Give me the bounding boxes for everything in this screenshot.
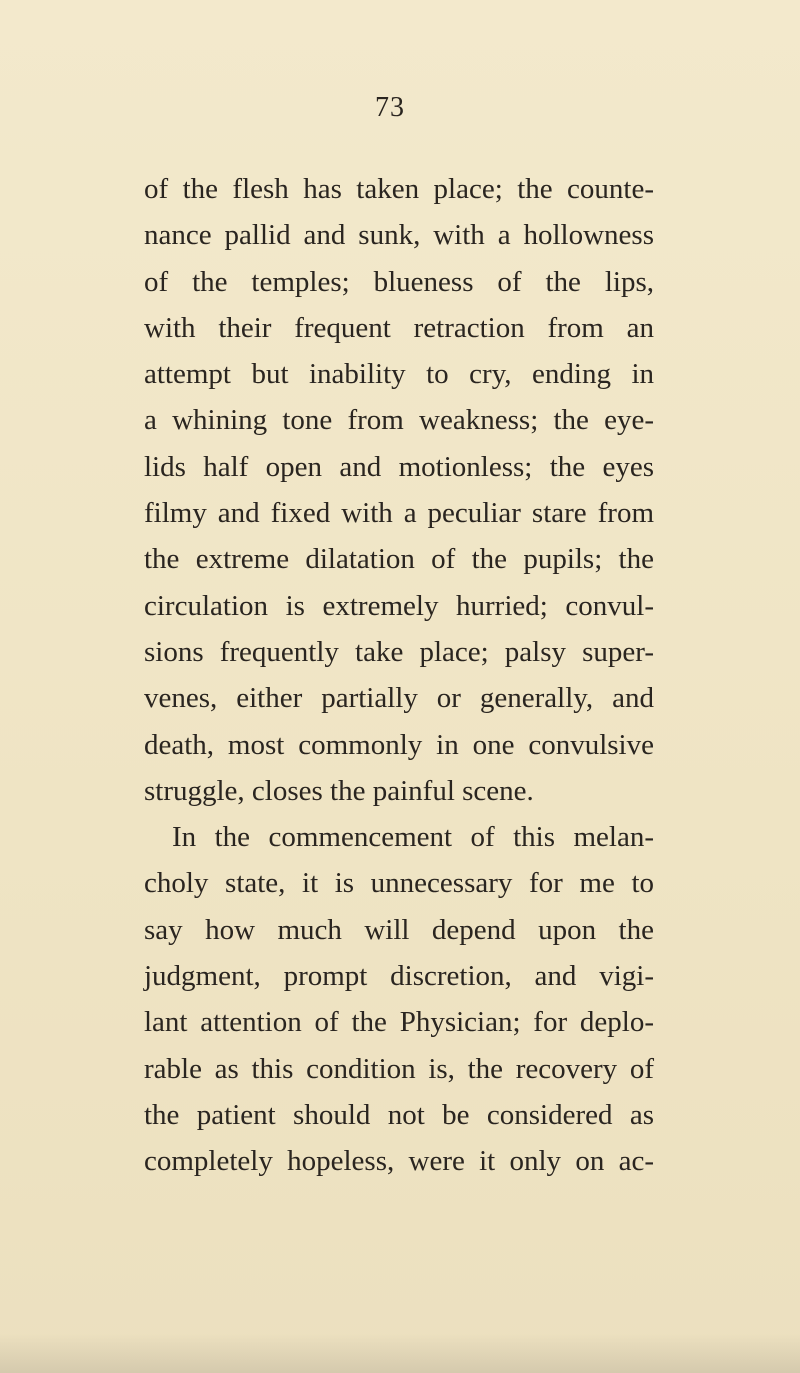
paragraph-end-line: struggle, closes the painful scene. xyxy=(144,774,534,807)
text-line: lant attention of the Physician; for deplo- xyxy=(144,1006,654,1039)
text-line: venes, either partially or generally, and xyxy=(144,682,654,715)
paragraph-start-line: In the commencement of this melan- xyxy=(172,821,654,854)
page-number: 73 xyxy=(375,92,405,123)
text-line: filmy and fixed with a peculiar stare from xyxy=(144,497,654,530)
text-line: choly state, it is unnecessary for me to xyxy=(144,867,654,900)
text-line: sions frequently take place; palsy super- xyxy=(144,635,654,668)
text-line: circulation is extremely hurried; convul- xyxy=(144,589,654,622)
text-line: say how much will depend upon the xyxy=(144,913,654,946)
text-line: rable as this condition is, the recovery of xyxy=(144,1052,654,1085)
text-line: completely hopeless, were it only on ac- xyxy=(144,1145,654,1178)
text-line: of the flesh has taken place; the counte- xyxy=(144,173,654,205)
page-edge-shadow xyxy=(0,1333,800,1373)
text-line: attempt but inability to cry, ending in xyxy=(144,358,654,391)
text-line: with their frequent retraction from an xyxy=(144,311,654,344)
text-line: death, most commonly in one convulsive xyxy=(144,728,654,761)
text-line: the patient should not be considered as xyxy=(144,1098,654,1131)
body-text xyxy=(144,166,654,1185)
text-line: judgment, prompt discretion, and vigi- xyxy=(144,960,654,993)
text-line: nance pallid and sunk, with a hollowness xyxy=(144,219,654,252)
text-line: lids half open and motionless; the eyes xyxy=(144,450,654,483)
text-line: the extreme dilatation of the pupils; the xyxy=(144,543,654,576)
text-line: a whining tone from weakness; the eye- xyxy=(144,404,654,437)
text-line: of the temples; blueness of the lips, xyxy=(144,265,654,298)
